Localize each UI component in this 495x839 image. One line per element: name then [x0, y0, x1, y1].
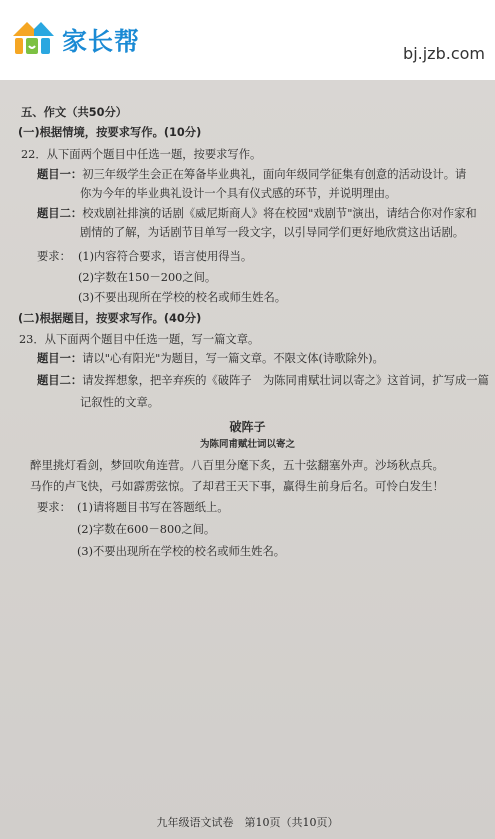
q22-topic1: [37, 168, 466, 182]
q22-topic1-label: 题目一：: [37, 168, 83, 181]
q23-topic1: [37, 352, 384, 366]
q23-topic1-text: 请以"心有阳光"为题目，写一篇文章。不限文体(诗歌除外)。: [82, 352, 384, 365]
q23-topic2: [37, 374, 489, 388]
part1-title: (一)根据情境，按要求写作。(10分): [18, 126, 202, 139]
q22-req3: (3)不要出现所在学校的校名或师生姓名。: [78, 291, 287, 304]
q22-topic1-text: 初三年级学生会正在筹备毕业典礼，面向年级同学征集有创意的活动设计。请: [82, 168, 467, 181]
poem-line-2: 马作的卢飞快，弓如霹雳弦惊。了却君王天下事，赢得生前身后名。可怜白发生！: [30, 479, 444, 493]
q22-topic2-label: 题目二：: [37, 207, 83, 220]
q23-topic2-label: 题目二：: [37, 374, 83, 387]
q23-topic1-label: 题目一：: [37, 352, 83, 365]
page-footer: 九年级语文试卷 第10页（共10页）: [156, 816, 339, 829]
q22-req1: (1)内容符合要求，语言使用得当。: [78, 250, 253, 263]
q23-req1: (1)请将题目书写在答题纸上。: [77, 501, 229, 514]
section-title: 五、作文（共50分）: [21, 106, 128, 119]
q23-req2: (2)字数在600－800之间。: [77, 523, 216, 536]
site-url[interactable]: bj.jzb.com: [403, 44, 485, 63]
poem-subtitle: 为陈同甫赋壮词以寄之: [199, 439, 295, 450]
q23-stem: 23．从下面两个题目中任选一题，写一篇文章。: [19, 333, 260, 346]
poem-title: 破阵子: [229, 420, 266, 434]
q23-req3: (3)不要出现所在学校的校名或师生姓名。: [77, 545, 286, 558]
q22-stem: 22．从下面两个题目中任选一题，按要求写作。: [21, 148, 262, 161]
poem-line-1: 醉里挑灯看剑，梦回吹角连营。八百里分麾下炙，五十弦翻塞外声。沙场秋点兵。: [30, 458, 444, 472]
site-header: [0, 0, 495, 80]
q23-req-label: 要求：: [37, 501, 71, 514]
q22-topic1-cont: 你为今年的毕业典礼设计一个具有仪式感的环节，并说明理由。: [80, 187, 397, 200]
part2-title: (二)根据题目，按要求写作。(40分): [18, 312, 202, 325]
exam-page: [0, 80, 495, 839]
q22-topic2-cont: 剧情的了解，为话剧节目单写一段文字，以引导同学们更好地欣赏这出话剧。: [80, 226, 465, 239]
q22-topic2: [37, 207, 477, 221]
logo-text: 家长帮: [62, 27, 141, 56]
q22-req-label: 要求：: [37, 250, 71, 263]
q23-topic2-cont: 记叙性的文章。: [80, 396, 160, 409]
q23-topic2-text: 请发挥想象，把辛弃疾的《破阵子 为陈同甫赋壮词以寄之》这首词，扩写成一篇: [82, 374, 489, 387]
house-logo-icon: [10, 18, 56, 58]
q22-req2: (2)字数在150－200之间。: [78, 271, 217, 284]
q22-topic2-text: 校戏剧社排演的话剧《威尼斯商人》将在校园"戏剧节"演出，请结合你对作家和: [82, 207, 477, 220]
